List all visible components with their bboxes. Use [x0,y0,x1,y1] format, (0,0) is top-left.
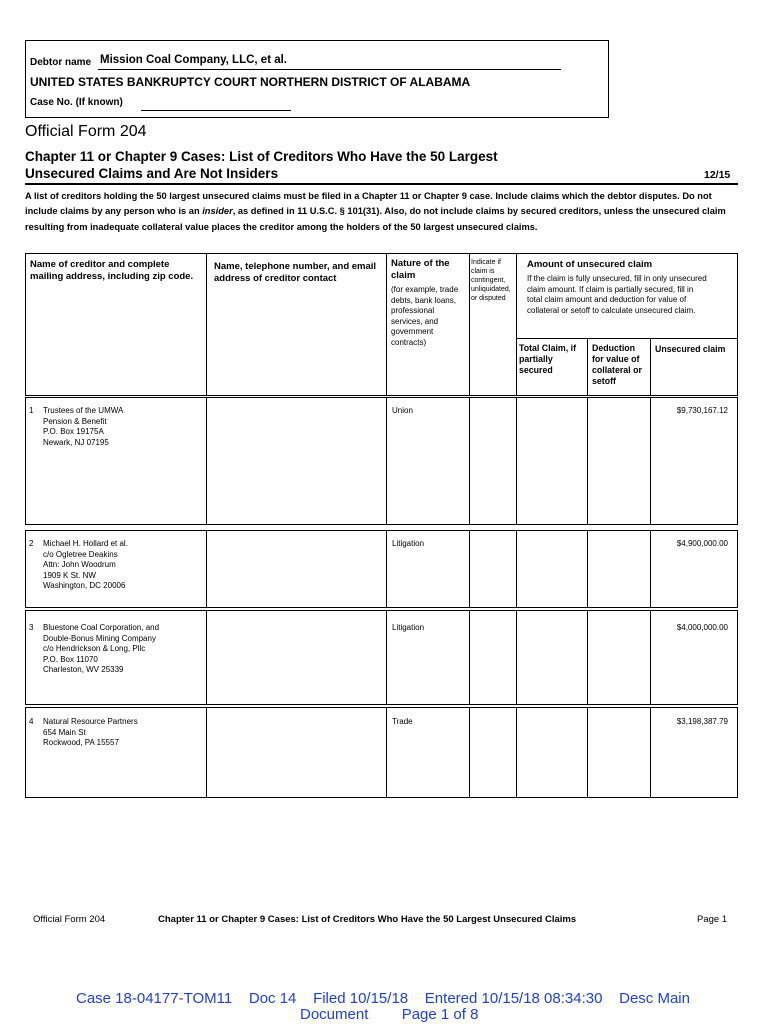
unsecured-amount: $3,198,387.79 [676,717,728,726]
row-number: 3 [29,623,34,632]
filing-stamp-line2: Document Page 1 of 8 [300,1006,479,1023]
claim-nature: Union [392,406,413,415]
col-total-claim-header: Total Claim, if partially secured [519,343,577,375]
col-contact-header: Name, telephone number, and email address of creditor contact [214,261,377,284]
insider-term: insider [202,206,233,217]
claim-nature: Litigation [392,623,425,632]
court-name: UNITED STATES BANKRUPTCY COURT NORTHERN DISTRICT OF ALABAMA [30,75,471,89]
case-number-field[interactable] [141,110,291,111]
creditor-address: Natural Resource Partners 654 Main St Rockwood, PA 15557 [43,717,138,748]
table-row [25,610,738,705]
col-creditor-header: Name of creditor and complete mailing address, including zip code. [30,259,194,282]
form-instructions: A list of creditors holding the 50 largest unsecured claims must be filed in a Chapter 11 or Chapter 9 case. Include claims which the debtor disputes. Do not include claims by any person who is an insider, as defined in 11 U.S.C. § 101(31). Also, do not include claims by secured creditors, unless the unsecured claim resulting from inadequate collateral value places the creditor among the holders of the 50 largest unsecured claims. [25,191,726,232]
unsecured-amount: $9,730,167.12 [676,406,728,415]
table-row [25,397,738,525]
table-row [25,530,738,608]
col-indicator-header: Indicate if claim is contingent, unliquidated, or disputed [471,259,511,302]
form-title-line1: Chapter 11 or Chapter 9 Cases: List of Creditors Who Have the 50 Largest [25,149,498,164]
claim-nature: Litigation [392,539,425,548]
creditor-address: Trustees of the UMWA Pension & Benefit P.O. Box 19175A Newark, NJ 07195 [43,406,124,447]
footer-form-name: Official Form 204 [33,914,106,925]
form-version: 12/15 [704,169,731,181]
footer-page-number: Page 1 [697,914,728,925]
col-deduction-header: Deduction for value of collateral or setoff [592,343,642,386]
creditor-address: Michael H. Hollard et al. c/o Ogletree Deakins Attn: John Woodrum 1909 K St. NW Washington, DC 20006 [43,539,128,591]
footer-title: Chapter 11 or Chapter 9 Cases: List of Creditors Who Have the 50 Largest Unsecured Claims [158,914,577,925]
unsecured-amount: $4,900,000.00 [676,539,728,548]
row-number: 2 [29,539,34,548]
form-name: Official Form 204 [25,123,147,140]
row-number: 4 [29,717,34,726]
case-number-label: Case No. (If known) [30,97,123,108]
case-header-box [25,40,609,118]
unsecured-amount: $4,000,000.00 [676,623,728,632]
col-amount-header: Amount of unsecured claim [527,259,653,270]
col-nature-header: Nature of the claim [391,258,450,281]
title-rule [25,183,738,185]
debtor-name-underline [98,69,561,70]
table-header [25,253,738,396]
filing-stamp-line1: Case 18-04177-TOM11 Doc 14 Filed 10/15/18 Entered 10/15/18 08:34:30 Desc Main [76,990,690,1007]
row-number: 1 [29,406,34,415]
claim-nature: Trade [392,717,413,726]
debtor-name-label: Debtor name [30,57,92,68]
col-amount-note: If the claim is fully unsecured, fill in only unsecured claim amount. If claim is partially secured, fill in total claim amount and deduction for value of collateral or setoff to calculate unsecured claim. [527,274,707,315]
form-title-line2: Unsecured Claims and Are Not Insiders [25,166,279,181]
col-unsecured-header: Unsecured claim [655,344,726,354]
debtor-name-value: Mission Coal Company, LLC, et al. [100,54,288,66]
col-nature-note: (for example, trade debts, bank loans, professional services, and government contracts) [391,285,459,347]
creditor-address: Bluestone Coal Corporation, and Double-Bonus Mining Company c/o Hendrickson & Long, Pllc P.O. Box 11070 Charleston, WV 25339 [43,623,160,675]
table-row [25,707,738,798]
